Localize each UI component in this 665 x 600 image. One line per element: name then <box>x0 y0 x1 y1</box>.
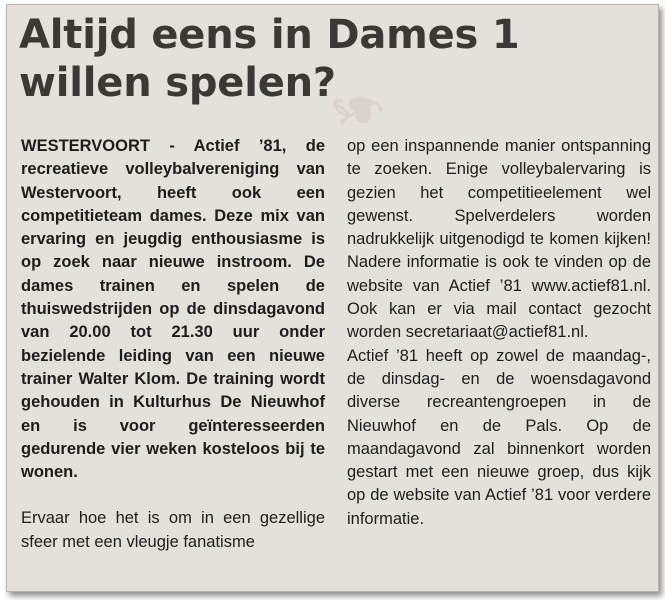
article-column-right <box>347 135 651 531</box>
article-headline: Altijd eens in Dames 1 willen spelen? <box>19 12 520 106</box>
article-body-paragraph-continued: op een inspannende manier ontspanning te zoeken. Enige volleybalervaring is gezien het competitieelement wel gewenst. Spelverdelers worden nadrukkelijk uitgenodigd te komen kijken! Nadere informatie is ook te vinden op de website van Actief ’81 www.actief81.nl. Ook kan er via mail contact gezocht worden secretariaat@actief81.nl. <box>347 137 651 342</box>
article-body-paragraph-final: Actief ’81 heeft op zowel de maandag-, de dinsdag- en de woensdagavond diverse recreantengroepen in de Nieuwhof en de Pals. Op de maandagavond zal binnenkort worden gestart met een nieuwe groep, dus kijk op de website van Actief ’81 voor verdere informatie. <box>347 346 651 528</box>
paragraph-gap <box>21 484 325 507</box>
article-column-left <box>21 135 325 554</box>
article-lead-paragraph: WESTERVOORT - Actief ’81, de recreatieve volleybalvereniging van Westervoort, heeft ook een competitieteam dames. Deze mix van ervaring en jeugdig enthousiasme is op zoek naar nieuwe instroom. De dames trainen en spelen de thuiswedstrijden op de dinsdagavond van 20.00 tot 21.30 uur onder bezielende leiding van een nieuwe trainer Walter Klom. De training wordt gehouden in Kulturhus De Nieuwhof en is voor geïnteresseerden gedurende vier weken kosteloos bij te wonen. <box>21 137 325 482</box>
article-body-paragraph-start: Ervaar hoe het is om in een gezellige sfeer met een vleugje fanatisme <box>21 509 325 551</box>
newspaper-clipping <box>6 4 659 592</box>
show-through-print-decoration: ❧ <box>322 69 383 149</box>
